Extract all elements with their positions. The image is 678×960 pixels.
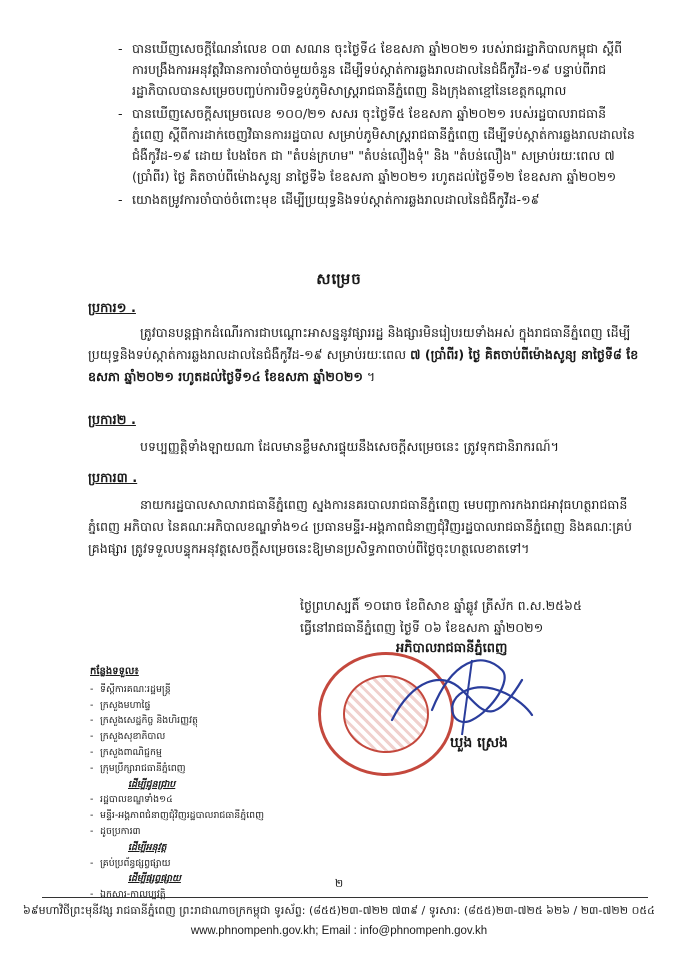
decision-title: សម្រេច: [316, 270, 362, 288]
footer-contact: www.phnompenh.gov.kh; Email : info@phnompenh.gov.kh: [190, 925, 488, 937]
page-number: ២: [334, 877, 344, 890]
recipient: - ក្រសួងសុខាភិបាល: [90, 729, 290, 745]
preamble-item-2: - បានឃើញសេចក្តីសម្រេចលេខ ១០០/២១ សសរ ចុះថ្ងៃទី៥ ខែឧសភា ឆ្នាំ២០២១ របស់រដ្ឋបាលរាជធានីភ្នំពេញ ស្តីពីការដាក់ចេញវិធានការរដ្ឋបាល សម្រាប់ភូមិសាស្ត្ររាជធានីភ្នំពេញ ដើម្បីទប់ស្កាត់ការឆ្លងរាលដាលនៃជំងឺកូវីដ-១៩ ដោយ បែងចែក ជា "តំបន់ក្រហម" "តំបន់លឿងទុំ" និង "តំបន់លឿង" សម្រាប់រយៈពេល ៧ (ប្រាំពីរ) ថ្ងៃ គិតចាប់ពីម៉ោងសូន្យ នាថ្ងៃទី៦ ខែឧសភា ឆ្នាំ២០២១ រហូតដល់ថ្ងៃទី១២ ខែឧសភា ឆ្នាំ២០២១: [118, 103, 638, 187]
recipient: - ក្រសួងសេដ្ឋកិច្ច និងហិរញ្ញវត្ថុ: [90, 713, 290, 729]
recipient: - ក្រសួងពាណិជ្ជកម្ម: [90, 745, 290, 761]
recipient: - ក្រសួងមហាផ្ទៃ: [90, 698, 290, 714]
article-1-text: ត្រូវបានបន្តផ្អាកដំណើរការជាបណ្តោះអាសន្ននូវផ្សាររដ្ឋ និងផ្សារមិនរៀបរយទាំងអស់ ក្នុងរាជធានីភ្នំពេញ ដើម្បីប្រយុទ្ធនិងទប់ស្កាត់ការឆ្លងរាលដាលនៃជំងឺកូវីដ-១៩ សម្រាប់រយៈពេល: [88, 325, 631, 362]
recipients-title: កន្លែងទទួល៖: [90, 666, 139, 677]
article-1-body: [88, 322, 643, 388]
recipient: - គ្រប់ប្រព័ន្ធផ្សព្វផ្សាយ: [90, 856, 290, 872]
recipient-group-purpose: ដើម្បីផ្សព្វផ្សាយ: [128, 873, 181, 885]
article-1-end: ។: [366, 369, 376, 384]
recipients-list: [90, 664, 290, 903]
signing-authority: អភិបាលរាជធានីភ្នំពេញ: [396, 641, 508, 656]
recipient: - ដូចប្រការ៣: [90, 824, 290, 840]
article-1-period: ៧ (ប្រាំពីរ) ថ្ងៃ គិតចាប់ពីម៉ោងសូន្យ នាថ្ងៃទី៨ ខែឧសភា ឆ្នាំ២០២១ រហូតដល់ថ្ងៃទី១៤ ខែឧសភា ឆ្នាំ២០២១: [88, 347, 639, 384]
date-block: [300, 595, 640, 639]
recipient: - ទីស្តីការគណៈរដ្ឋមន្ត្រី: [90, 682, 290, 698]
preamble-item-3: - យោងតម្រូវការចាំបាច់ចំពោះមុខ ដើម្បីប្រយុទ្ធនិងទប់ស្កាត់ការឆ្លងរាលដាលនៃជំងឺកូវីដ-១៩: [118, 189, 638, 210]
recipient: - មន្ទីរ-អង្គភាពជំនាញជុំវិញរដ្ឋបាលរាជធានីភ្នំពេញ: [90, 808, 290, 824]
lunar-date: ថ្ងៃព្រហស្បតិ៍ ១០រោច ខែពិសាខ ឆ្នាំឆ្លូវ ត្រីស័ក ព.ស.២៥៦៥: [300, 598, 582, 613]
article-3-label: ប្រការ៣ .: [88, 471, 138, 486]
footer-divider: [42, 897, 648, 898]
recipient: - ក្រុមប្រឹក្សារាជធានីភ្នំពេញ: [90, 761, 290, 777]
recipient-group-purpose: ដើម្បីជូនជ្រាប: [128, 778, 176, 790]
preamble-list: [118, 38, 638, 212]
article-1-label: ប្រការ១ .: [88, 301, 136, 316]
recipient-group-purpose: ដើម្បីអនុវត្ត: [128, 841, 167, 853]
signer-name: ឃួង ស្រេង: [450, 735, 508, 751]
article-2-label: ប្រការ២ .: [88, 413, 136, 428]
recipient: - ឯកសារ-កាលប្បវត្តិ: [90, 887, 290, 903]
article-2-body: បទប្បញ្ញត្តិទាំងឡាយណា ដែលមានខ្លឹមសារផ្ទុយនឹងសេចក្តីសម្រេចនេះ ត្រូវទុកជានិរាករណ៍។: [140, 439, 559, 454]
footer-address: ៦៩មហាវិថីព្រះមុនីវង្ស រាជធានីភ្នំពេញ ព្រះរាជាណាចក្រកម្ពុជា ទូរស័ព្ទ: (៨៥៥)២៣-៧២២ ៧៣៩ / ទូរសារ: (៨៥៥)២៣-៧២៥ ៦២៦ / ២៣-៧២២ ០៥៤: [23, 904, 655, 917]
recipient: - រដ្ឋបាលខណ្ឌទាំង១៤: [90, 792, 290, 808]
preamble-item-1: - បានឃើញសេចក្តីណែនាំលេខ ០៣ សណន ចុះថ្ងៃទី៤ ខែឧសភា ឆ្នាំ២០២១ របស់រាជរដ្ឋាភិបាលកម្ពុជា ស្តីពីការបង្រឹងការអនុវត្តវិធានការចាំបាច់មួយចំនួន ដើម្បីទប់ស្កាត់ការឆ្លងរាលដាលនៃជំងឺកូវីដ-១៩ បន្ទាប់ពីរាជរដ្ឋាភិបាលបានសម្រេចបញ្ចប់ការបិទខ្ទប់ភូមិសាស្ត្ររាជធានីភ្នំពេញ និងក្រុងតាខ្មៅនៃខេត្តកណ្តាល: [118, 38, 638, 101]
solar-date: ធ្វើនៅរាជធានីភ្នំពេញ ថ្ងៃទី ០៦ ខែឧសភា ឆ្នាំ២០២១: [300, 620, 544, 635]
article-3-body: នាយករដ្ឋបាលសាលារាជធានីភ្នំពេញ ស្នងការនគរបាលរាជធានីភ្នំពេញ មេបញ្ជាការកងរាជអាវុធហត្ថរាជធានីភ្នំពេញ អភិបាល នៃគណៈអភិបាលខណ្ឌទាំង១៤ ប្រធានមន្ទីរ-អង្គភាពជំនាញជុំវិញរដ្ឋបាលរាជធានីភ្នំពេញ និងគណៈគ្រប់គ្រងផ្សារ ត្រូវទទួលបន្ទុកអនុវត្តសេចក្តីសម្រេចនេះឱ្យមានប្រសិទ្ធភាពចាប់ពីថ្ងៃចុះហត្ថលេខាតទៅ។: [88, 497, 632, 556]
